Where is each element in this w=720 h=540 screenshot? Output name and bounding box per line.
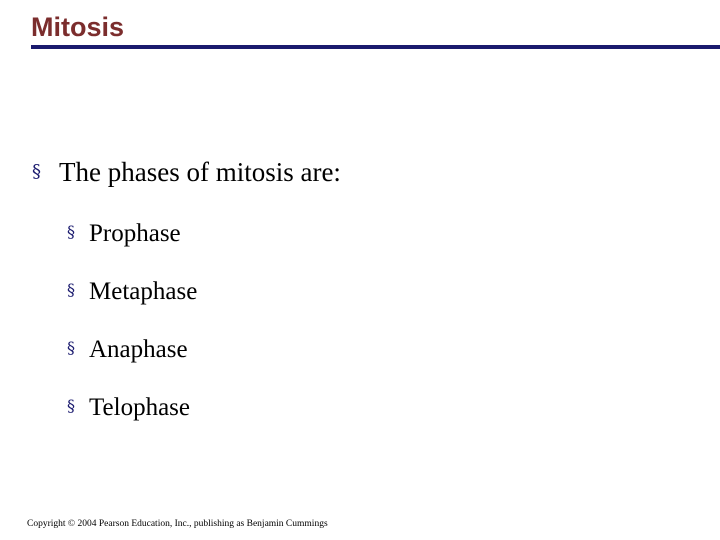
sub-bullet (67, 390, 190, 424)
main-bullet (32, 155, 341, 189)
section-bullet-icon: § (32, 161, 41, 182)
sub-bullet (67, 274, 197, 308)
sub-bullet (67, 332, 188, 366)
copyright-footer: Copyright © 2004 Pearson Education, Inc., publishing as Benjamin Cummings (27, 519, 328, 529)
slide-title: Mitosis (31, 12, 125, 42)
sub-bullet-text: Metaphase (89, 278, 198, 305)
section-bullet-icon: § (67, 222, 75, 241)
section-bullet-icon: § (67, 338, 75, 357)
sub-bullet-text: Prophase (89, 220, 181, 247)
section-bullet-icon: § (67, 280, 75, 299)
section-bullet-icon: § (67, 396, 75, 415)
title-underline (31, 45, 720, 49)
main-bullet-text: The phases of mitosis are: (59, 157, 341, 187)
sub-bullet-text: Anaphase (89, 336, 188, 363)
sub-bullet-text: Telophase (89, 394, 190, 421)
sub-bullet (67, 216, 181, 250)
